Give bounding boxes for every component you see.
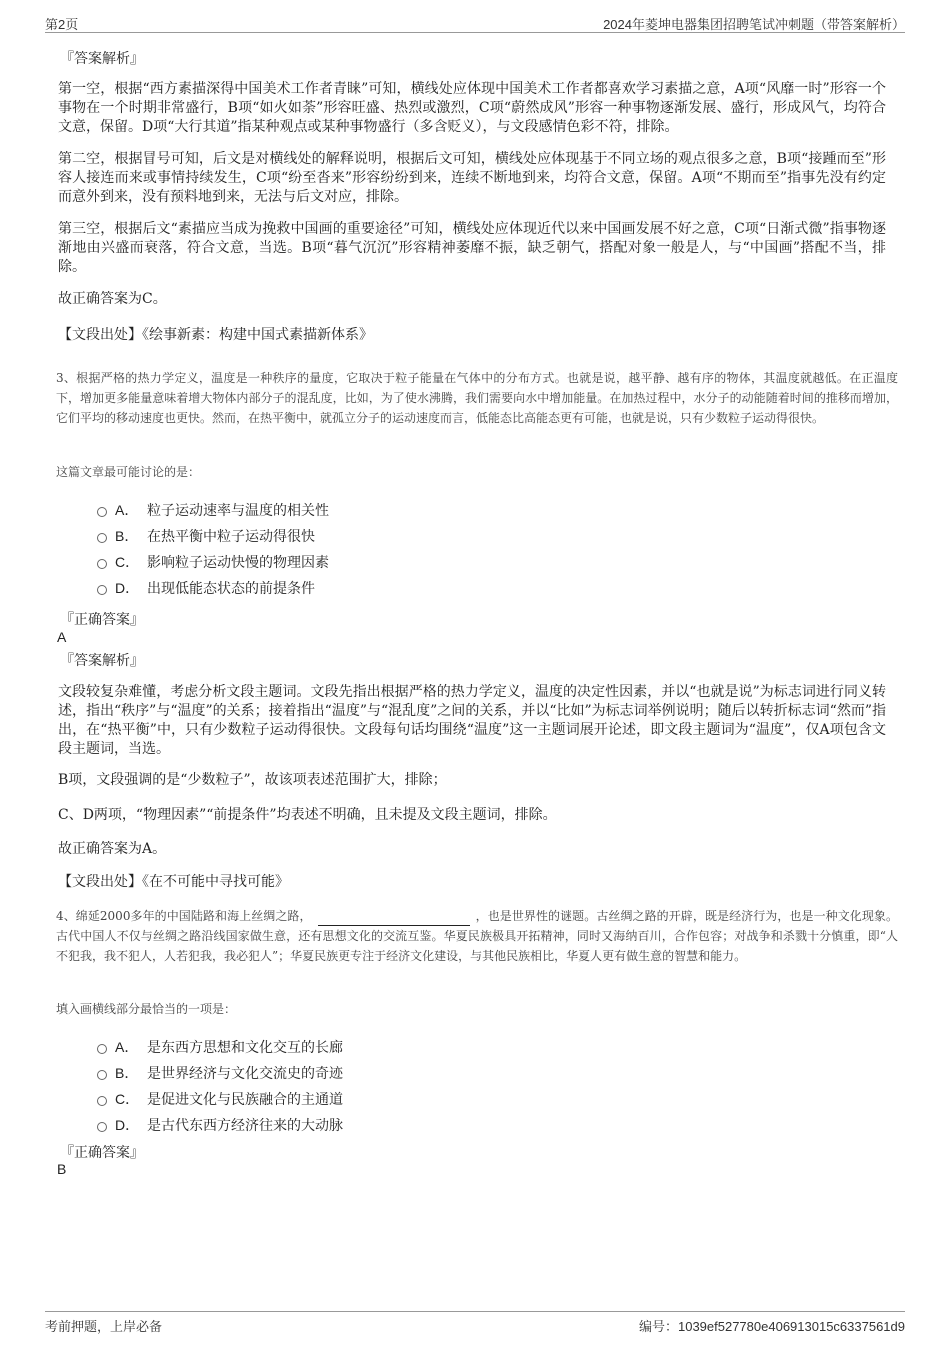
analysis-label: 『答案解析』 <box>60 653 144 669</box>
option-c[interactable] <box>97 1089 343 1109</box>
correct-answer: B <box>57 1161 67 1177</box>
fill-blank <box>318 911 470 926</box>
footer-motto: 考前押题，上岸必备 <box>45 1319 163 1334</box>
analysis-paragraph: 文段较复杂难懂，考虑分析文段主题词。文段先指出根据严格的热力学定义，温度的决定性因素，并以“也就是说”为标志词进行同义转述，指出“秩序”与“温度”的关系；接着指出“温度”与“混乱度”之间的关系，并以“比如”为标志词举例说明；随后以转折标志词“然而”指出，在“热平衡”中，只有少数粒子运动得很快。文段每句话均围绕“温度”这一主题词展开论述，即文段主题词为“温度”，仅A项包含文段主题词，当选。 <box>58 684 886 757</box>
question-text <box>56 906 898 966</box>
radio-icon[interactable] <box>97 533 107 543</box>
option-letter: A． <box>115 502 139 518</box>
option-text: 出现低能态状态的前提条件 <box>147 581 315 597</box>
option-letter: C． <box>115 1091 140 1107</box>
option-letter: D． <box>115 1117 140 1133</box>
analysis-paragraph: 第三空，根据后文“素描应当成为挽救中国画的重要途径”可知，横线处应体现近代以来中国画发展不好之意，C项“日渐式微”指事物逐渐地由兴盛而衰落，符合文意，当选。B项“暮气沉沉”形容精神萎靡不振，缺乏朝气，搭配对象一般是人，与“中国画”搭配不当，排除。 <box>58 221 886 275</box>
radio-icon[interactable] <box>97 559 107 569</box>
option-text: 是世界经济与文化交流史的奇迹 <box>147 1066 343 1082</box>
page-header <box>45 10 905 33</box>
option-letter: B． <box>115 1065 139 1081</box>
radio-icon[interactable] <box>97 1122 107 1132</box>
option-text: 是促进文化与民族融合的主通道 <box>147 1092 343 1108</box>
option-d[interactable] <box>97 1115 343 1135</box>
question-prompt: 这篇文章最可能讨论的是： <box>56 465 201 479</box>
radio-icon[interactable] <box>97 1096 107 1106</box>
option-letter: A． <box>115 1039 139 1055</box>
source-citation: 【文段出处】《在不可能中寻找可能》 <box>58 874 289 890</box>
option-letter: C． <box>115 554 140 570</box>
question-text: 3、根据严格的热力学定义，温度是一种秩序的量度，它取决于粒子能量在气体中的分布方式。也就是说，越平静、越有序的物体，其温度就越低。在正温度下，增加更多能量意味着增大物体内部分子的混乱度，比如，为了使水沸腾，我们需要向水中增加能量。在加热过程中，水分子的动能随着时间的推移而增加，它们平均的移动速度也更快。然而，在热平衡中，就孤立分子的运动速度而言，低能态比高能态更有可能，也就是说，只有少数粒子运动得很快。 <box>56 371 898 425</box>
option-letter: D． <box>115 580 140 596</box>
page-footer <box>45 1311 905 1336</box>
analysis-paragraph: 第一空，根据“西方素描深得中国美术工作者青睐”可知，横线处应体现中国美术工作者都喜欢学习素描之意，A项“风靡一时”形容一个事物在一个时期非常盛行，B项“如火如荼”形容旺盛、热烈或激烈，C项“蔚然成风”形容一种事物逐渐发展、盛行，形成风气，均符合文意，保留。D项“大行其道”指某种观点或某种事物盛行（多含贬义），与文段感情色彩不符，排除。 <box>58 81 886 135</box>
option-letter: B． <box>115 528 139 544</box>
source-citation: 【文段出处】《绘事新素：构建中国式素描新体系》 <box>58 327 373 343</box>
radio-icon[interactable] <box>97 1070 107 1080</box>
page-number: 第2页 <box>45 17 79 32</box>
question-text-end: ，也是世界性的谜题。古丝绸之路的开辟，既是经济行为，也是一种文化现象。古代中国人不仅与丝绸之路沿线国家做生意，还有思想文化的交流互鉴。华夏民族极具开拓精神，同时又海纳百川，合作包容；对战争和杀戮十分慎重，即“人不犯我，我不犯人，人若犯我，我必犯人”；华夏民族更专注于经济文化建设，与其他民族相比，华夏人更有做生意的智慧和能力。 <box>56 909 898 963</box>
conclusion-text: 故正确答案为C。 <box>58 291 167 307</box>
analysis-label: 『答案解析』 <box>60 51 144 67</box>
document-serial: 编号：1039ef527780e406913015c6337561d9 <box>638 1319 905 1334</box>
analysis-paragraph: 第二空，根据冒号可知，后文是对横线处的解释说明，根据后文可知，横线处应体现基于不同立场的观点很多之意，B项“接踵而至”形容人接连而来或事情持续发生，C项“纷至沓来”形容纷纷到来，连续不断地到来，均符合文意，保留。A项“不期而至”指事先没有约定而意外到来，没有预料地到来，无法与后文对应，排除。 <box>58 151 886 205</box>
analysis-paragraph: B项，文段强调的是“少数粒子”，故该项表述范围扩大，排除； <box>58 772 447 788</box>
radio-icon[interactable] <box>97 1044 107 1054</box>
option-c[interactable] <box>97 552 329 572</box>
option-text: 是古代东西方经济往来的大动脉 <box>147 1118 343 1134</box>
option-b[interactable] <box>97 1063 343 1083</box>
radio-icon[interactable] <box>97 507 107 517</box>
option-text: 在热平衡中粒子运动得很快 <box>147 529 315 545</box>
document-title: 2024年菱坤电器集团招聘笔试冲刺题（带答案解析） <box>603 17 905 32</box>
option-a[interactable] <box>97 500 329 520</box>
option-d[interactable] <box>97 578 315 598</box>
correct-answer: A <box>57 629 67 645</box>
correct-answer-label: 『正确答案』 <box>60 612 144 628</box>
radio-icon[interactable] <box>97 585 107 595</box>
option-text: 影响粒子运动快慢的物理因素 <box>147 555 329 571</box>
question-text-start: 4、绵延2000多年的中国陆路和海上丝绸之路， <box>56 909 312 923</box>
option-a[interactable] <box>97 1037 343 1057</box>
conclusion-text: 故正确答案为A。 <box>58 841 167 857</box>
analysis-paragraph: C、D两项，“物理因素”“前提条件”均表述不明确，且未提及文段主题词，排除。 <box>58 807 557 823</box>
question-prompt: 填入画横线部分最恰当的一项是： <box>56 1002 237 1016</box>
correct-answer-label: 『正确答案』 <box>60 1145 144 1161</box>
option-text: 是东西方思想和文化交互的长廊 <box>147 1040 343 1056</box>
option-b[interactable] <box>97 526 315 546</box>
option-text: 粒子运动速率与温度的相关性 <box>147 503 329 519</box>
